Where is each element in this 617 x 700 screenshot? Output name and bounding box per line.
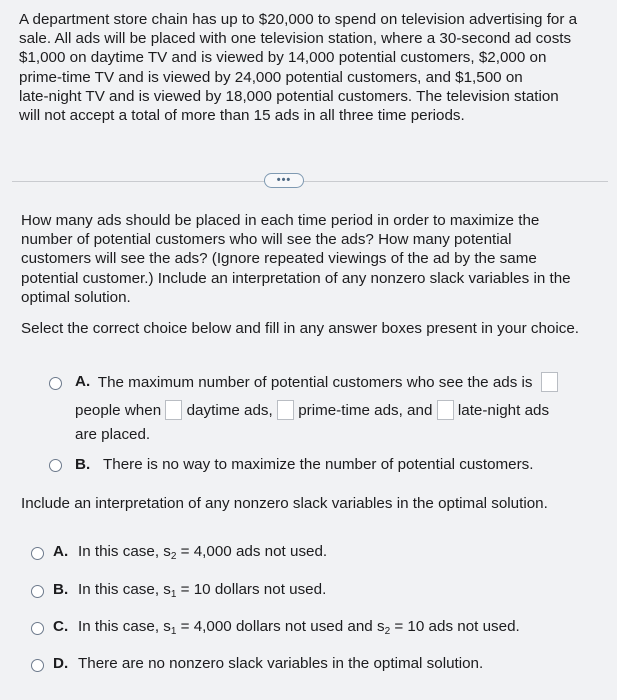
option-a-line3: are placed. [75, 426, 151, 443]
option-a-text-people-when: people when [75, 402, 162, 419]
problem-statement [19, 10, 604, 125]
question-line: customers will see the ads? (Ignore repeated viewings of the ad by the same [21, 250, 537, 268]
option-letter: B. [75, 456, 91, 473]
show-more-button[interactable]: ••• [264, 173, 304, 188]
radio-part2-option-a[interactable] [31, 547, 44, 560]
radio-part2-option-b[interactable] [31, 585, 44, 598]
radio-part1-option-a[interactable] [49, 377, 62, 390]
question-line: potential customer.) Include an interpretation of any nonzero slack variables in the [21, 269, 571, 287]
option-letter: D. [53, 655, 69, 672]
question-line: optimal solution. [21, 288, 131, 306]
question-line: How many ads should be placed in each time period in order to maximize the [21, 212, 540, 229]
late-night-ads-input[interactable] [437, 400, 454, 420]
option-letter: C. [53, 618, 69, 635]
daytime-ads-input[interactable] [165, 400, 182, 420]
max-customers-input[interactable] [541, 372, 558, 392]
slack-prompt: Include an interpretation of any nonzero slack variables in the optimal solution. [21, 495, 548, 512]
part2-option-a-text: In this case, $s_2 = 4,000$ ads not used. [78, 543, 328, 562]
option-a-text-late-night: late-night ads [457, 402, 550, 419]
option-letter: A. [53, 543, 69, 560]
section-divider [12, 181, 608, 182]
option-a-text-daytime: daytime ads, [186, 402, 273, 419]
question-line: number of potential customers who will see the ads? How many potential [21, 231, 512, 249]
option-a-line1 [75, 372, 558, 392]
option-b-text: There is no way to maximize the number of potential customers. [103, 456, 534, 473]
part2-option-c-text: In this case, $s_1 = 4,000$ dollars not used and $s_2 = 10$ ads not used. [78, 618, 520, 637]
problem-line: late-night TV and is viewed by 18,000 potential customers. The television station [19, 87, 559, 105]
part2-option-b-text: In this case, $s_1 = 10$ dollars not used. [78, 581, 327, 600]
instruction-text: Select the correct choice below and fill in any answer boxes present in your choice. [21, 320, 580, 337]
problem-line: sale. All ads will be placed with one television station, where a 30-second ad costs [19, 30, 572, 48]
option-letter: A. [75, 373, 91, 390]
radio-part2-option-d[interactable] [31, 659, 44, 672]
problem-line: $1,000 on daytime TV and is viewed by 14,000 potential customers, $2,000 on [19, 49, 547, 67]
part2-option-d-text: There are no nonzero slack variables in the optimal solution. [78, 655, 484, 672]
option-a-text1: The maximum number of potential customers who see the ads is [97, 374, 533, 391]
problem-line: prime-time TV and is viewed by 24,000 potential customers, and $1,500 on [19, 68, 523, 86]
option-letter: B. [53, 581, 69, 598]
question-text [21, 211, 596, 307]
radio-part1-option-b[interactable] [49, 459, 62, 472]
radio-part2-option-c[interactable] [31, 622, 44, 635]
problem-line: A department store chain has up to $20,000 to spend on television advertising for a [19, 11, 578, 28]
problem-line: will not accept a total of more than 15 ads in all three time periods. [19, 107, 465, 125]
prime-time-ads-input[interactable] [277, 400, 294, 420]
option-a-text-prime-time: prime-time ads, and [298, 402, 433, 419]
option-a-line2 [75, 400, 549, 420]
